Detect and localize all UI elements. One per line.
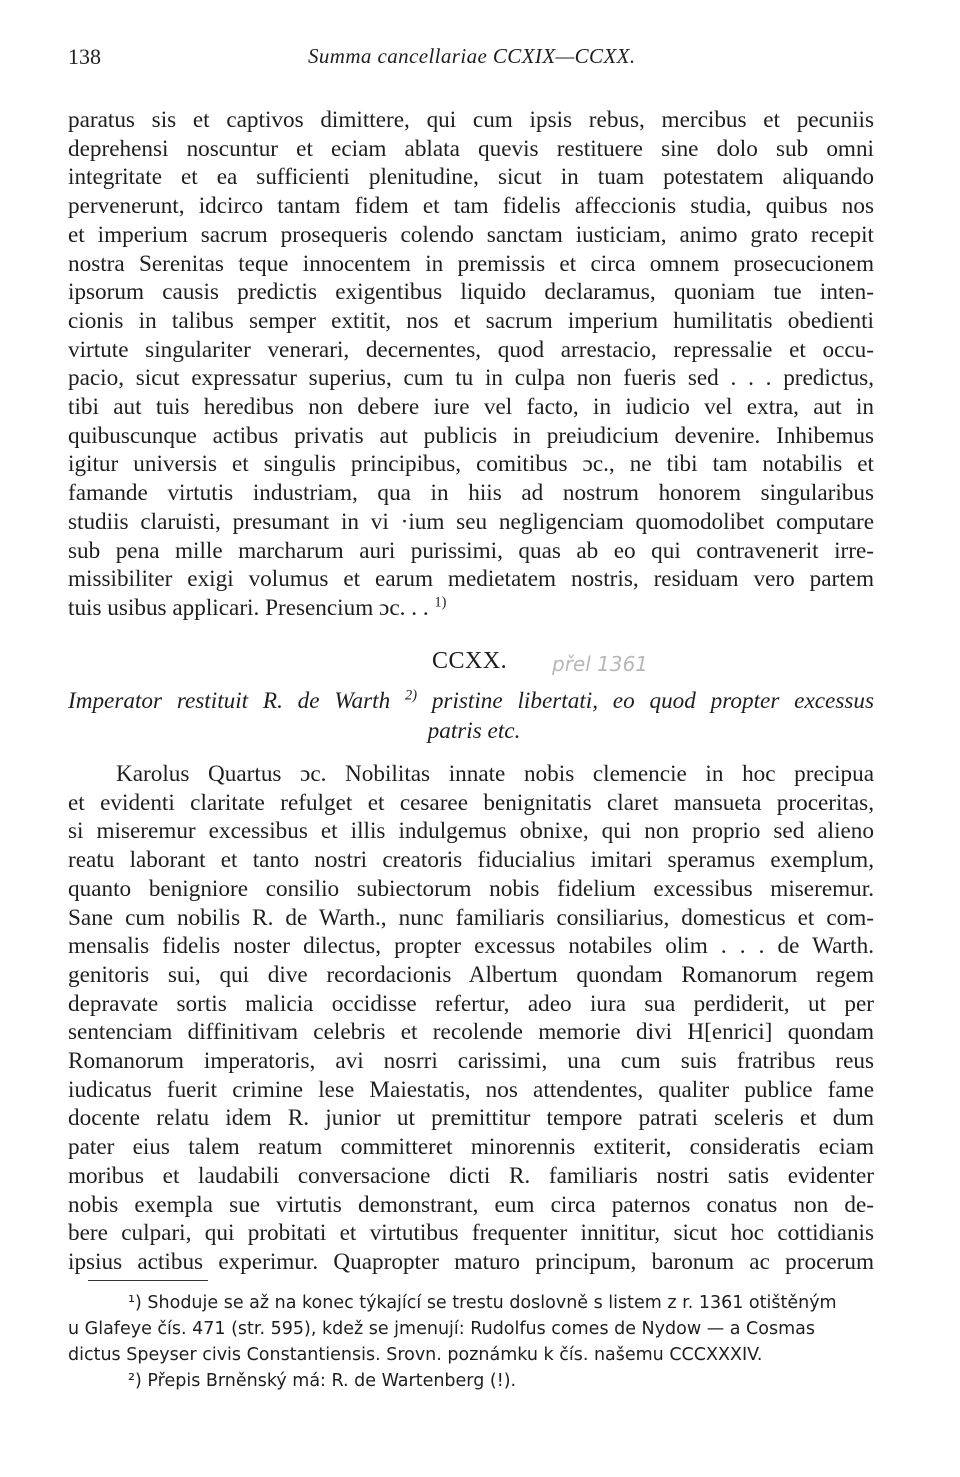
text-line: famande virtutis industriam, qua in hiis ad nostrum honorem singularibus [68, 480, 874, 507]
section-heading: CCXX. [432, 648, 508, 674]
text-line: tuis usibus applicari. Presencium ɔc. . . $^{1)}$ [68, 594, 447, 621]
text-line: reatu laborant et tanto nostri creatoris fiducialius imitari speramus exemplum, [68, 847, 874, 874]
running-title: Summa cancellariae CCXIX—CCXX. [308, 44, 636, 68]
running-header [68, 44, 880, 80]
footnote-2-line: ²) Přepis Brněnský má: R. de Wartenberg (!). [128, 1371, 517, 1391]
rubric-line-1: Imperator restituit R. de Warth $^{2)}$ pristine libertati, eo quod propter excessus [68, 687, 875, 714]
text-line: bere culpari, qui probitati et virtutibus frequenter innititur, sicut hoc cottidianis [68, 1220, 874, 1247]
text-line: missibiliter exigi volumus et earum medietatem nostris, residuam vero partem [68, 566, 874, 593]
text-line: pacio, sicut expressatur superius, cum tu in culpa non fueris sed . . . predictus, [68, 365, 874, 392]
text-line: genitoris sui, qui dive recordacionis Albertum quondam Romanorum regem [68, 961, 874, 988]
text-line: tibi aut tuis heredibus non debere iure vel facto, in iudicio vel extra, aut in [68, 394, 874, 421]
pencil-annotation: přel 1361 [552, 652, 649, 676]
section-rubric [68, 686, 880, 746]
text-line: iudicatus fuerit crimine lese Maiestatis, nos attendentes, qualiter publice fame [68, 1076, 874, 1103]
text-line: et evidenti claritate refulget et cesaree benignitatis claret mansueta proceritas, [68, 789, 874, 816]
text-line: ipsius actibus experimur. Quapropter maturo principum, baronum ac procerum [68, 1248, 874, 1275]
footnote-1-line: dictus Speyser civis Constantiensis. Srovn. poznámku k čís. našemu CCCXXXIV. [68, 1345, 763, 1365]
text-line: integritate et ea sufficienti plenitudine, sicut in tuam potestatem aliquando [68, 164, 874, 191]
footnote-1-line: ¹) Shoduje se až na konec týkající se trestu doslovně s listem z r. 1361 otištěným [128, 1293, 837, 1313]
text-line: quanto benigniore consilio subiectorum nobis fidelium excessibus miseremur. [68, 875, 874, 902]
footnotes [68, 1290, 880, 1394]
text-line: quibuscunque actibus privatis aut publicis in preiudicium devenire. Inhibemus [68, 422, 874, 449]
text-line: deprehensi noscuntur et eciam ablata quevis restituere sine dolo sub omni [68, 135, 874, 162]
text-line: sentenciam diffinitivam celebris et recolende memorie divi H[enrici] quondam [68, 1019, 874, 1046]
text-line: nostra Serenitas teque innocentem in premissis et circa omnem prosecucionem [68, 250, 874, 277]
text-line: mensalis fidelis noster dilectus, propter excessus notabiles olim . . . de Warth. [68, 933, 874, 960]
text-line: igitur universis et singulis principibus, comitibus ɔc., ne tibi tam notabilis et [68, 451, 874, 478]
text-line: depravate sortis malicia occidisse refertur, adeo iura sua perdiderit, ut per [68, 990, 874, 1017]
text-line: paratus sis et captivos dimittere, qui cum ipsis rebus, mercibus et pecuniis [68, 107, 874, 133]
footnote-ref-2: 2) [405, 687, 418, 704]
text-line: Sane cum nobilis R. de Warth., nunc familiaris consiliarius, domesticus et com- [68, 904, 874, 931]
text-line: pervenerunt, idcirco tantam fidem et tam fidelis affeccionis studia, quibus nos [68, 193, 874, 220]
rubric-line-2: patris etc. [427, 718, 521, 744]
footnote-1-line: u Glafeye čís. 471 (str. 595), kdež se jmenují: Rudolfus comes de Nydow — a Cosmas [68, 1319, 815, 1339]
text-line: Romanorum imperatoris, avi nosrri carissimi, una cum suis fratribus reus [68, 1048, 874, 1075]
text-line: cionis in talibus semper extitit, nos et sacrum imperium humilitatis obedienti [68, 307, 874, 334]
text-line: et imperium sacrum prosequeris colendo sanctam iusticiam, animo grato recepit [68, 221, 874, 248]
footnote-ref-1: 1) [434, 594, 447, 611]
text-line: virtute singulariter venerari, decernentes, quod arrestacio, repressalie et occu- [68, 336, 874, 363]
text-line: sub pena mille marcharum auri purissimi, quas ab eo qui contravenerit irre- [68, 537, 874, 564]
page-number: 138 [68, 44, 101, 69]
body-text-ccxx [68, 760, 880, 1277]
paragraph-first-line: Karolus Quartus ɔc. Nobilitas innate nobis clemencie in hoc precipua [116, 761, 874, 787]
body-text-ccxix [68, 106, 880, 623]
text-line: si miseremur excessibus et illis indulgemus obnixe, qui non proprio sed alieno [68, 818, 874, 845]
footnote-divider [88, 1280, 208, 1281]
text-line: docente relatu idem R. junior ut premittitur tempore patrati sceleris et dum [68, 1105, 874, 1132]
text-line: pater eius talem reatum committeret minorennis extiterit, consideratis eciam [68, 1134, 874, 1161]
text-line: nobis exempla sue virtutis demonstrant, eum circa paternos conatus non de- [68, 1191, 874, 1218]
document-page [68, 0, 880, 1477]
text-line: moribus et laudabili conversacione dicti R. familiaris nostri satis evidenter [68, 1162, 874, 1189]
text-line: ipsorum causis predictis exigentibus liquido declaramus, quoniam tue inten- [68, 279, 874, 306]
text-line: studiis claruisti, presumant in vi ·ium seu negligenciam quomodolibet computare [68, 508, 874, 535]
